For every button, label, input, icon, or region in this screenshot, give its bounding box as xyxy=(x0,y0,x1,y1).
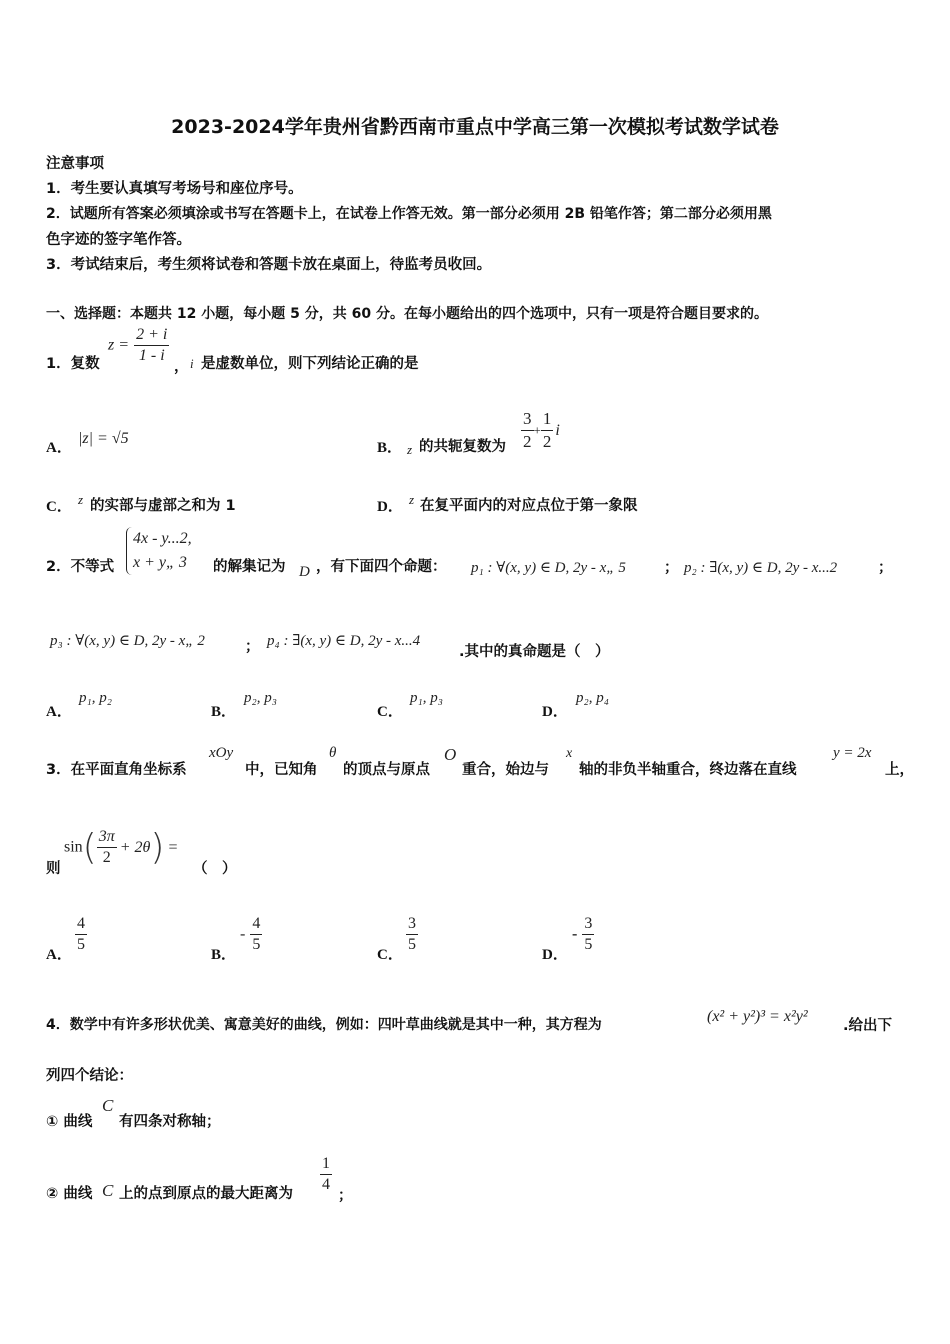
q1-stem-prefix: 1．复数 xyxy=(46,356,100,372)
section-heading: 一、选择题：本题共 12 小题，每小题 5 分，共 60 分。在每小题给出的四个选项中，只有一项是符合题目要求的。 xyxy=(46,306,768,322)
q3-stem-2: 中，已知角 xyxy=(245,762,318,778)
q2-stem-prefix: 2．不等式 xyxy=(46,559,115,575)
q3-paren-close: ) xyxy=(150,826,165,868)
q3-option-a-value xyxy=(75,915,87,954)
q3-stem-3: 的顶点与原点 xyxy=(343,762,430,778)
q4-max-distance xyxy=(320,1155,332,1194)
q4-conclusion-2-prefix: ② 曲线 xyxy=(46,1186,93,1202)
q2-option-c-label: C． xyxy=(377,704,403,720)
q4-equation: (x² + y²)³ = x²y² xyxy=(707,1008,808,1025)
q4-stem-2: .给出下 xyxy=(843,1018,893,1034)
q4-stem-3: 列四个结论： xyxy=(46,1068,133,1084)
q3-plus-2theta: + 2θ xyxy=(119,838,151,856)
q3-d-den: 5 xyxy=(584,936,593,953)
q3-c-num: 3 xyxy=(406,915,418,935)
q1-b-frac-2-num: 1 xyxy=(541,409,554,431)
q3-option-c-label: C． xyxy=(377,947,403,963)
q3-option-d-label: D． xyxy=(542,947,568,963)
q1-b-frac-2-den: 2 xyxy=(542,432,552,451)
q3-option-a-label: A． xyxy=(46,947,72,963)
q3-c-frac xyxy=(406,915,418,954)
q2-sep-1: ； xyxy=(664,560,679,576)
q3-line-eq: y = 2x xyxy=(833,745,872,761)
q2-option-b-label: B． xyxy=(211,704,237,720)
q3-answer-blank: （ ） xyxy=(193,861,237,877)
q4-frac-den: 4 xyxy=(322,1176,330,1193)
q1-b-frac-1 xyxy=(521,409,534,452)
exam-title: 2023-2024学年贵州省黔西南市重点中学高三第一次模拟考试数学试卷 xyxy=(171,116,779,138)
q3-origin-O: O xyxy=(444,745,457,764)
q3-x-axis: x xyxy=(566,746,573,761)
q2-proposition-p2: p₂ : ∃(x, y) ∈ D, 2y - x...2 xyxy=(684,560,838,576)
q2-option-a-value: p₁, p₂ xyxy=(79,690,112,706)
notice-item-3: 3．考试结束后，考生须将试卷和答题卡放在桌面上，待监考员收回。 xyxy=(46,257,492,273)
q3-frac-den: 2 xyxy=(102,849,111,866)
q3-stem-4: 重合，始边与 xyxy=(462,762,549,778)
q3-sin: sin xyxy=(64,838,83,856)
q3-frac xyxy=(97,828,117,867)
q1-option-b-z: z xyxy=(407,442,413,457)
q4-conclusion-1: 有四条对称轴； xyxy=(119,1114,221,1130)
q4-frac xyxy=(320,1155,332,1194)
q2-stem-mid: 的解集记为 xyxy=(213,559,286,575)
q2-option-d-value: p₂, p₄ xyxy=(576,690,609,706)
q3-paren-open: ( xyxy=(82,826,97,868)
q3-expression xyxy=(64,828,177,867)
q3-a-num: 4 xyxy=(75,915,87,935)
q3-stem-5: 轴的非负半轴重合，终边落在直线 xyxy=(579,762,797,778)
q2-proposition-p1: p₁ : ∀(x, y) ∈ D, 2y - x„ 5 xyxy=(471,560,626,576)
q1-b-i: i xyxy=(555,421,560,439)
q2-ineq-1: 4x - y...2, xyxy=(133,530,192,547)
q1-option-b-text: 的共轭复数为 xyxy=(419,439,506,455)
q1-option-b-label: B． xyxy=(377,440,403,456)
q1-fraction xyxy=(134,326,169,365)
q3-a-den: 5 xyxy=(77,936,85,953)
q2-stem-mid2: ，有下面四个命题： xyxy=(316,559,447,575)
q2-option-d-label: D． xyxy=(542,704,568,720)
q3-d-sign: - xyxy=(572,925,578,943)
q3-d-frac xyxy=(582,915,594,954)
q2-proposition-p3: p₃ : ∀(x, y) ∈ D, 2y - x„ 2 xyxy=(50,633,205,649)
notice-item-2-cont: 色字迹的签字笔作答。 xyxy=(46,232,191,248)
q3-option-b-label: B． xyxy=(211,947,237,963)
q1-z-eq: z = xyxy=(108,336,130,354)
q1-b-frac-1-num: 3 xyxy=(521,409,534,431)
q3-equals: = xyxy=(168,838,178,856)
q4-conclusion-2-end: ； xyxy=(338,1188,353,1204)
q4-curve-C: C xyxy=(102,1096,114,1115)
q2-set-D: D xyxy=(299,564,310,580)
q1-comma: ， xyxy=(174,359,189,375)
q2-sep-3: ； xyxy=(245,639,260,655)
q3-a-frac xyxy=(75,915,87,954)
q1-option-a-math: |z| = √5 xyxy=(78,430,129,447)
q4-conclusion-1-prefix: ① 曲线 xyxy=(46,1114,93,1130)
q2-ineq-2: x + y„ 3 xyxy=(133,554,187,571)
q1-option-d-label: D． xyxy=(377,499,403,515)
notice-heading: 注意事项 xyxy=(46,156,104,172)
notice-item-2: 2．试题所有答案必须填涂或书写在答题卡上，在试卷上作答无效。第一部分必须用 2B 铅笔作答；第二部分必须用黑 xyxy=(46,206,772,222)
q3-c-den: 5 xyxy=(408,936,416,953)
q2-option-a-label: A． xyxy=(46,704,72,720)
q2-option-c-value: p₁, p₃ xyxy=(410,690,443,706)
q3-theta: θ xyxy=(329,745,337,761)
q3-frac-num: 3π xyxy=(97,828,117,848)
q1-b-plus: + xyxy=(533,422,541,438)
q3-option-b-value xyxy=(240,915,262,954)
notice-item-1: 1．考生要认真填写考场号和座位序号。 xyxy=(46,181,303,197)
q2-inequality-system xyxy=(126,527,192,575)
q3-option-d-value xyxy=(572,915,594,954)
q1-frac-den: 1 - i xyxy=(138,347,165,364)
q3-xOy: xOy xyxy=(209,745,234,761)
q2-stem-end: .其中的真命题是（ ） xyxy=(459,644,610,660)
q1-stem: 是虚数单位，则下列结论正确的是 xyxy=(201,356,419,372)
q4-frac-num: 1 xyxy=(320,1155,332,1175)
q1-option-c-z: z xyxy=(78,492,84,507)
q1-frac-num: 2 + i xyxy=(134,326,169,346)
q4-curve-C-2: C xyxy=(102,1181,114,1200)
q3-b-sign: - xyxy=(240,925,246,943)
q1-option-d-z: z xyxy=(409,492,415,507)
q1-option-b-math xyxy=(521,409,560,452)
q2-sep-2: ； xyxy=(878,560,893,576)
q1-option-a-label: A． xyxy=(46,440,72,456)
q4-conclusion-2: 上的点到原点的最大距离为 xyxy=(119,1186,293,1202)
q3-stem-1: 3．在平面直角坐标系 xyxy=(46,762,187,778)
q1-option-d-text: 在复平面内的对应点位于第一象限 xyxy=(420,498,638,514)
q1-option-c-label: C． xyxy=(46,499,72,515)
q3-d-num: 3 xyxy=(582,915,594,935)
q1-option-c-text: 的实部与虚部之和为 1 xyxy=(90,498,236,514)
q4-stem-1: 4．数学中有许多形状优美、寓意美好的曲线，例如：四叶草曲线就是其中一种，其方程为 xyxy=(46,1017,602,1033)
q3-b-frac xyxy=(250,915,262,954)
q2-option-b-value: p₂, p₃ xyxy=(244,690,277,706)
q3-stem-6: 上， xyxy=(885,762,914,778)
q1-b-frac-2 xyxy=(541,409,554,452)
q2-proposition-p4: p₄ : ∃(x, y) ∈ D, 2y - x...4 xyxy=(267,633,421,649)
q3-then: 则 xyxy=(46,861,61,877)
q1-formula xyxy=(108,326,169,365)
q3-b-num: 4 xyxy=(250,915,262,935)
q1-i-symbol: i xyxy=(190,356,194,371)
q3-b-den: 5 xyxy=(252,936,261,953)
q3-option-c-value xyxy=(406,915,418,954)
q1-b-frac-1-den: 2 xyxy=(523,432,532,451)
